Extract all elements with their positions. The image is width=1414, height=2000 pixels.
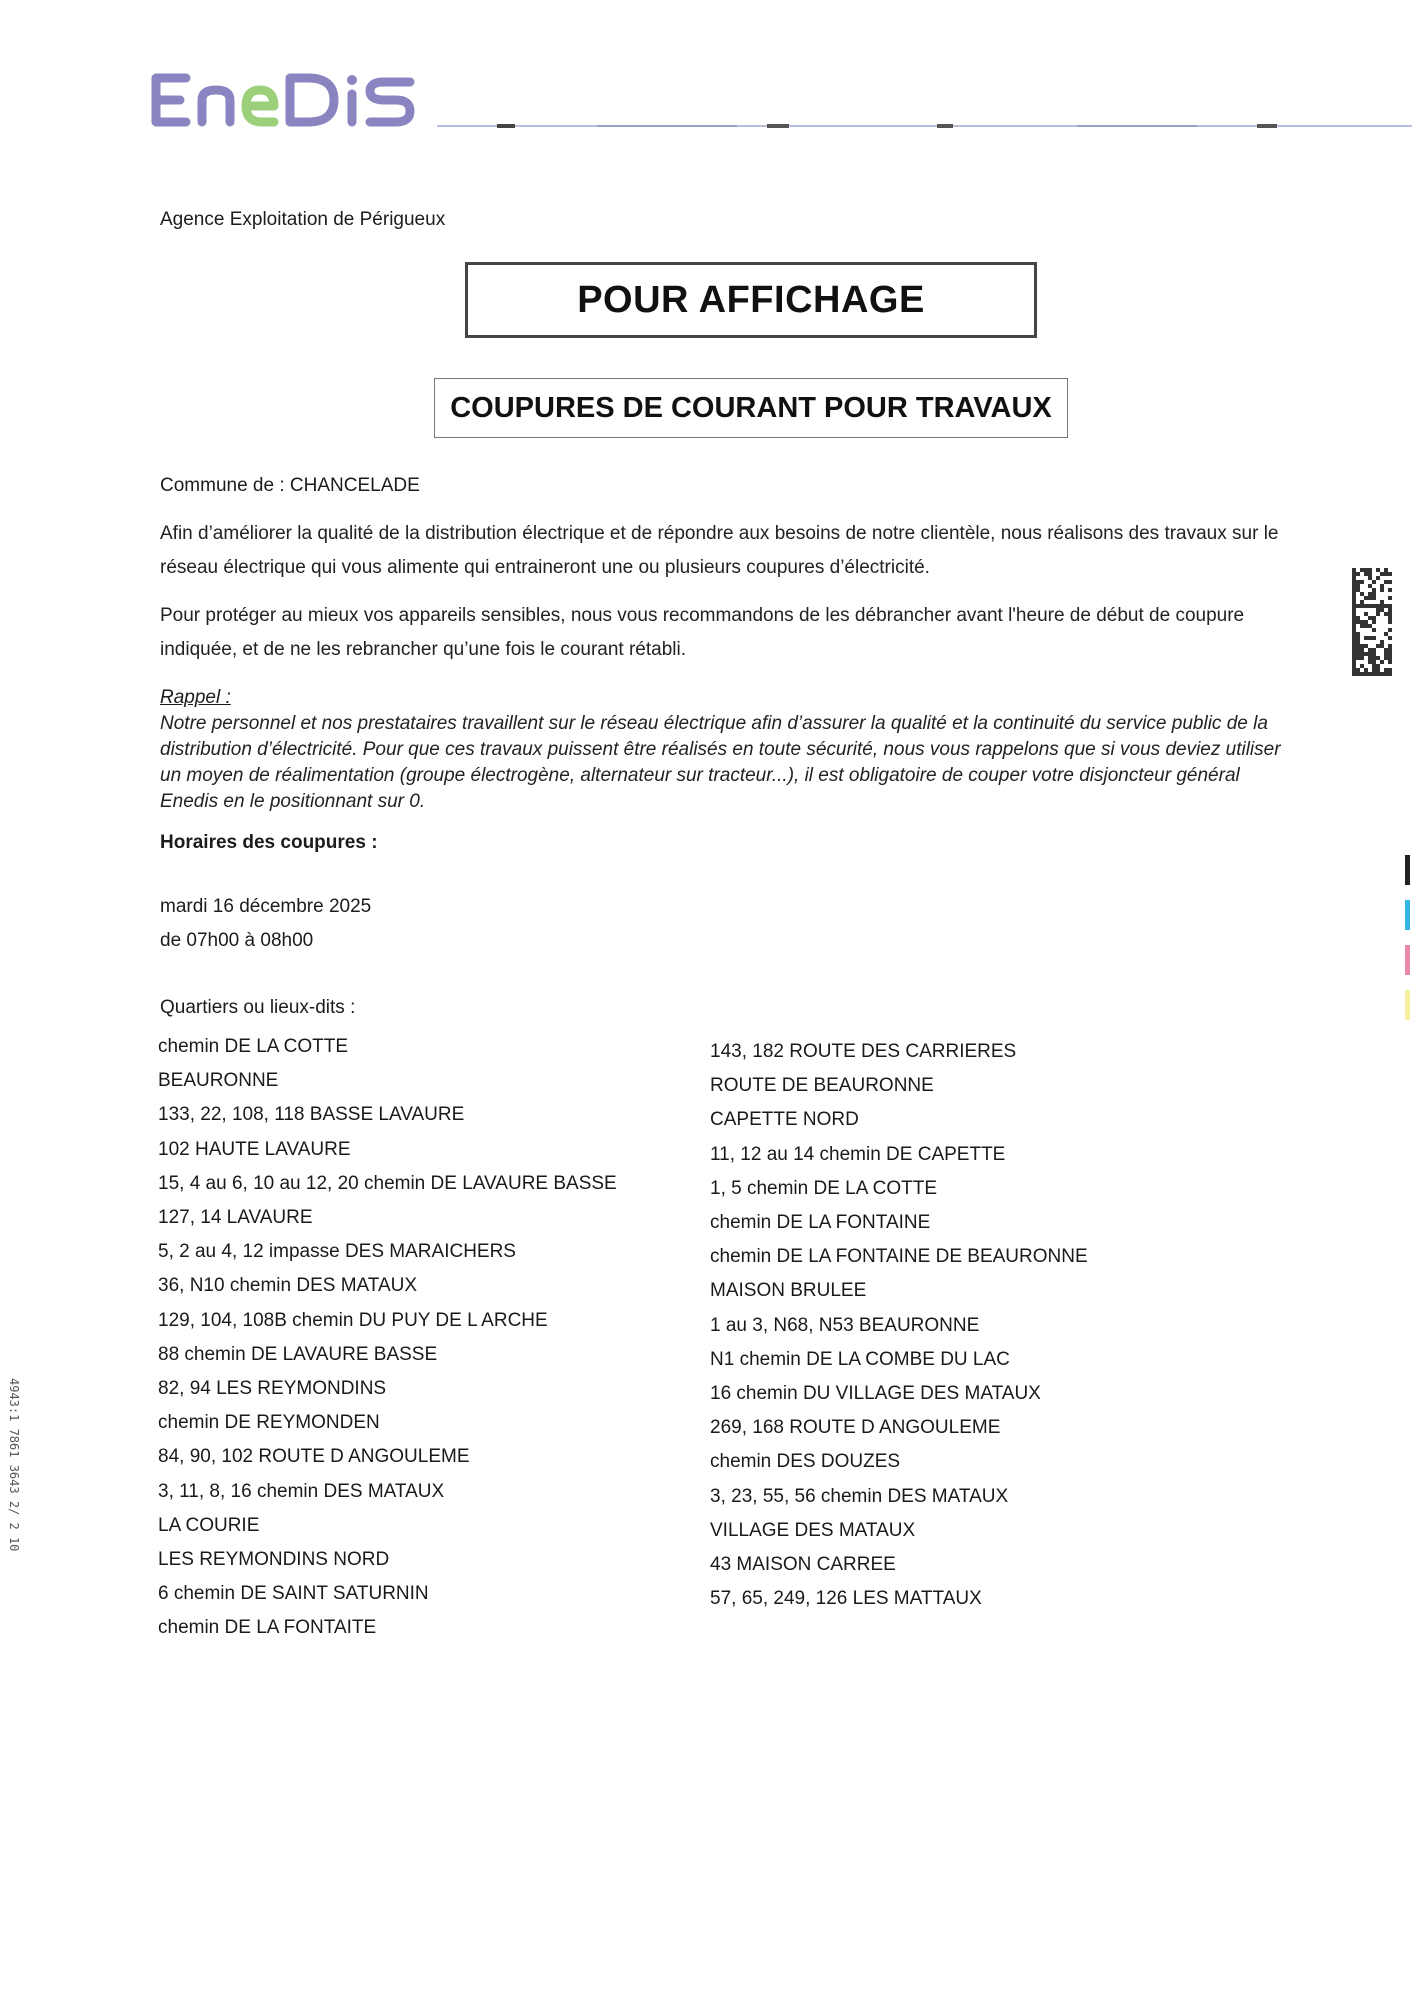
- list-item: 11, 12 au 14 chemin DE CAPETTE: [710, 1143, 1006, 1165]
- swatch-yellow: [1405, 990, 1410, 1020]
- list-item: MAISON BRULEE: [710, 1280, 867, 1302]
- quartiers-list-left: [158, 1030, 617, 1646]
- list-item: 15, 4 au 6, 10 au 12, 20 chemin DE LAVAURE BASSE: [158, 1172, 617, 1194]
- list-item: chemin DE LA FONTAITE: [158, 1617, 377, 1639]
- title-main: POUR AFFICHAGE: [577, 278, 925, 321]
- swatch-cyan: [1405, 900, 1410, 930]
- horaires-title: Horaires des coupures :: [160, 832, 378, 853]
- list-item: BEAURONNE: [158, 1070, 279, 1092]
- list-item: 43 MAISON CARREE: [710, 1554, 896, 1576]
- list-item: 129, 104, 108B chemin DU PUY DE L ARCHE: [158, 1309, 548, 1331]
- list-item: 82, 94 LES REYMONDINS: [158, 1378, 387, 1400]
- commune: Commune de : CHANCELADE: [160, 475, 420, 496]
- list-item: 1, 5 chemin DE LA COTTE: [710, 1177, 938, 1199]
- quartiers-label: Quartiers ou lieux-dits :: [160, 997, 356, 1018]
- list-item: ROUTE DE BEAURONNE: [710, 1075, 934, 1097]
- list-item: 16 chemin DU VILLAGE DES MATAUX: [710, 1383, 1041, 1405]
- enedis-logo: [148, 70, 418, 130]
- swatch-black: [1405, 855, 1410, 885]
- list-item: chemin DES DOUZES: [710, 1451, 901, 1473]
- outage-time: de 07h00 à 08h00: [160, 930, 314, 951]
- list-item: CAPETTE NORD: [710, 1109, 859, 1131]
- advice-paragraph: Pour protéger au mieux vos appareils sensibles, nous vous recommandons de les débrancher avant l'heure de début de coupure indiquée, et de ne les rebrancher qu’une fois le courant rétabli.: [160, 605, 1245, 660]
- logo-dot: [347, 75, 357, 85]
- rappel-title: Rappel :: [160, 687, 231, 708]
- datamatrix-code-icon: [1352, 567, 1392, 677]
- list-item: N1 chemin DE LA COMBE DU LAC: [710, 1348, 1010, 1370]
- side-tracking-code: 4943:1 7861 3643 2/ 2 10: [7, 1378, 21, 1552]
- list-item: 57, 65, 249, 126 LES MATTAUX: [710, 1588, 982, 1610]
- list-item: 3, 11, 8, 16 chemin DES MATAUX: [158, 1480, 445, 1502]
- list-item: 36, N10 chemin DES MATAUX: [158, 1275, 418, 1297]
- list-item: 3, 23, 55, 56 chemin DES MATAUX: [710, 1485, 1009, 1507]
- list-item: chemin DE LA FONTAINE: [710, 1212, 931, 1234]
- title-box: [465, 262, 1037, 338]
- list-item: VILLAGE DES MATAUX: [710, 1519, 916, 1541]
- agency-name: Agence Exploitation de Périgueux: [160, 209, 446, 230]
- subtitle-box: [434, 378, 1068, 438]
- outage-date: mardi 16 décembre 2025: [160, 896, 372, 917]
- intro-paragraph: Afin d’améliorer la qualité de la distribution électrique et de répondre aux besoins de notre clientèle, nous réalisons des travaux sur le réseau électrique qui vous alimente qui entraineront une ou plusieurs coupures d’électricité.: [160, 523, 1279, 578]
- title-sub: COUPURES DE COURANT POUR TRAVAUX: [450, 391, 1052, 424]
- rappel-body: Notre personnel et nos prestataires travaillent sur le réseau électrique afin d’assurer la qualité et la continuité du service public de la distribution d’électricité. Pour que ces travaux puissent être réalisés en toute sécurité, nous vous rappelons que si vous deviez utiliser un moyen de réalimentation (groupe électrogène, alternateur sur tracteur...), il est obligatoire de couper votre disjoncteur général Enedis en le positionnant sur 0.: [160, 713, 1281, 812]
- list-item: 6 chemin DE SAINT SATURNIN: [158, 1583, 429, 1605]
- list-item: chemin DE LA COTTE: [158, 1036, 349, 1057]
- list-item: 102 HAUTE LAVAURE: [158, 1138, 351, 1160]
- quartiers-list-right: [710, 1035, 1088, 1616]
- list-item: LES REYMONDINS NORD: [158, 1549, 390, 1571]
- list-item: 5, 2 au 4, 12 impasse DES MARAICHERS: [158, 1241, 516, 1263]
- list-item: 88 chemin DE LAVAURE BASSE: [158, 1343, 438, 1365]
- list-item: 1 au 3, N68, N53 BEAURONNE: [710, 1314, 980, 1336]
- list-item: LA COURIE: [158, 1514, 260, 1536]
- list-item: 133, 22, 108, 118 BASSE LAVAURE: [158, 1104, 465, 1126]
- swatch-magenta: [1405, 945, 1410, 975]
- list-item: chemin DE LA FONTAINE DE BEAURONNE: [710, 1246, 1088, 1268]
- list-item: 143, 182 ROUTE DES CARRIERES: [710, 1041, 1017, 1062]
- list-item: 84, 90, 102 ROUTE D ANGOULEME: [158, 1446, 470, 1468]
- list-item: 269, 168 ROUTE D ANGOULEME: [710, 1417, 1001, 1439]
- enedis-logo-icon: [148, 70, 418, 130]
- header-rule: [437, 124, 1412, 128]
- list-item: 127, 14 LAVAURE: [158, 1207, 313, 1229]
- list-item: chemin DE REYMONDEN: [158, 1412, 380, 1434]
